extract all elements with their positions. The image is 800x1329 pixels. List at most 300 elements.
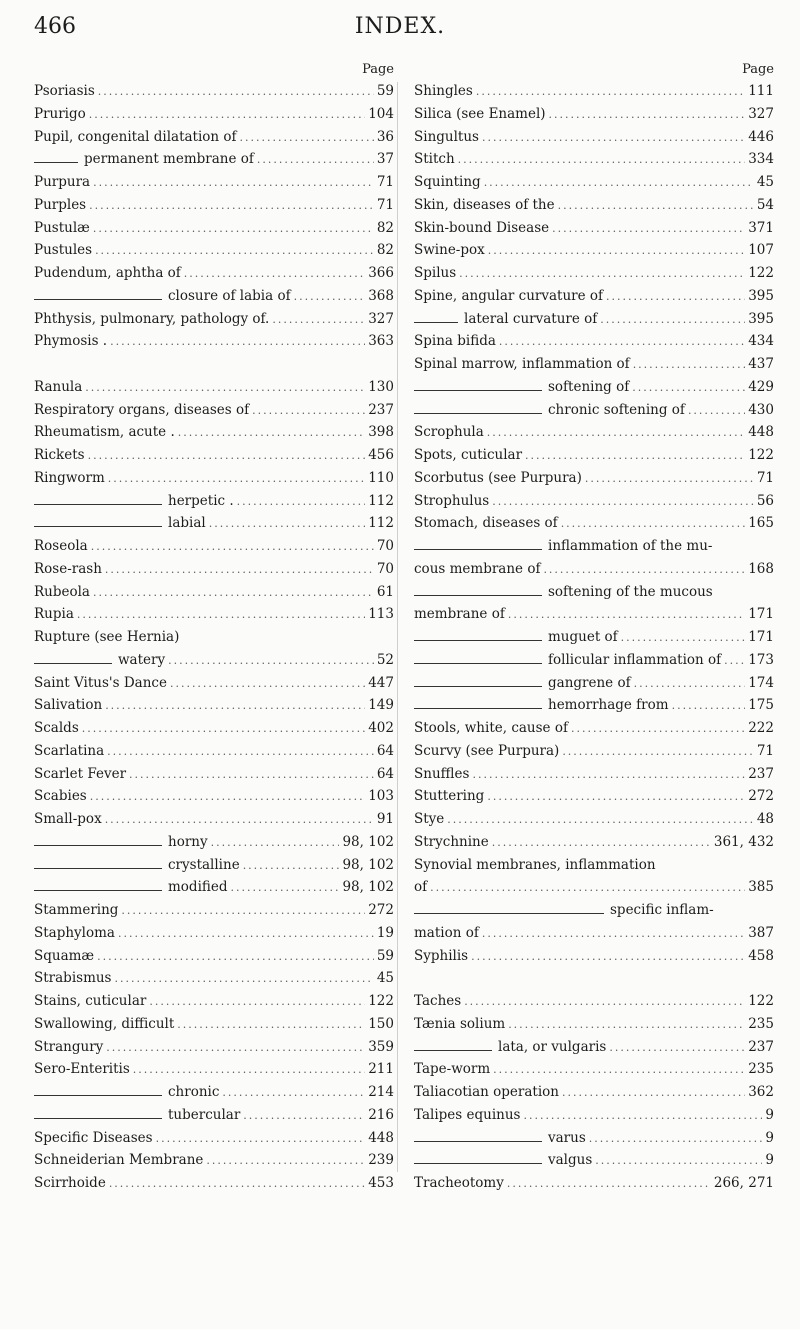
index-entry: [34, 126, 394, 149]
entry-page: 446: [748, 128, 774, 145]
entry-page: 71: [376, 174, 394, 190]
index-entry: [34, 808, 394, 831]
entry-page: 174: [748, 674, 774, 691]
index-entry: [34, 740, 394, 763]
index-entry: [414, 1172, 774, 1195]
entry-text: Roseola: [34, 538, 88, 554]
leader-dots: [525, 445, 745, 467]
entry-page: 64: [376, 742, 394, 759]
entry-term: [168, 831, 208, 854]
entry-text: closure of labia of: [168, 287, 291, 304]
entry-term: [414, 603, 505, 626]
ditto-dash: [34, 299, 162, 300]
left-page-label: Page: [362, 62, 394, 77]
entry-text: Rubeola: [34, 583, 90, 600]
entry-text: Strychnine: [414, 833, 489, 850]
leader-dots: [209, 513, 366, 535]
entry-page: 173: [748, 651, 774, 668]
entry-term: [34, 763, 126, 786]
leader-dots: [93, 582, 374, 604]
entry-page: 272: [368, 902, 394, 918]
entry-term: [548, 649, 721, 672]
left-column: [34, 60, 394, 1195]
entry-term: [168, 1104, 240, 1127]
entry-text: Rupture (see Hernia): [34, 629, 180, 645]
entry-text: varus: [548, 1129, 586, 1146]
entry-text: Strophulus: [414, 492, 490, 509]
index-entry: [414, 1127, 774, 1150]
index-entry: [34, 535, 394, 558]
entry-text: Prurigo: [34, 105, 86, 122]
entry-page: 9: [765, 1152, 774, 1169]
entry-text: Tracheotomy: [414, 1175, 504, 1191]
leader-dots: [552, 218, 745, 240]
entry-term: [548, 399, 685, 422]
entry-page: 59: [376, 83, 394, 99]
leader-dots: [257, 149, 374, 171]
leader-dots: [168, 650, 374, 672]
entry-term: [414, 876, 427, 899]
entry-page: 214: [368, 1084, 394, 1100]
entry-text: Pustulæ: [34, 219, 90, 236]
entry-page: 447: [368, 674, 394, 691]
entry-text: Strangury: [34, 1038, 104, 1055]
index-entry: [34, 376, 394, 399]
leader-dots: [672, 695, 746, 717]
entry-page: 395: [748, 287, 774, 304]
entry-text: Scalds: [34, 720, 79, 736]
entry-page: 9: [765, 1106, 774, 1123]
leader-dots: [88, 445, 366, 467]
entry-term: [414, 171, 481, 194]
leader-dots: [600, 309, 745, 331]
entry-page: 175: [748, 697, 774, 714]
leader-dots: [493, 1059, 745, 1081]
leader-dots: [105, 809, 374, 831]
index-entry: [34, 148, 394, 171]
leader-dots: [105, 695, 365, 717]
leader-dots: [585, 468, 754, 490]
leader-dots: [633, 354, 746, 376]
entry-term: [168, 1081, 219, 1104]
entry-term: [34, 717, 79, 740]
ditto-dash: [34, 1095, 162, 1096]
entry-text: softening of: [548, 378, 630, 395]
entry-term: [548, 1127, 586, 1150]
entry-text: Scrophula: [414, 424, 484, 441]
leader-dots: [688, 400, 745, 422]
leader-dots: [492, 491, 754, 513]
index-entry: [414, 785, 774, 808]
entry-text: Rose-rash: [34, 560, 102, 577]
entry-page: 112: [368, 515, 394, 532]
index-entry: [414, 308, 774, 331]
entry-term: [34, 308, 269, 331]
index-entry: [34, 1127, 394, 1150]
ditto-dash: [414, 1050, 492, 1051]
ditto-dash: [414, 549, 542, 550]
index-entry: [414, 126, 774, 149]
entry-term: [34, 626, 179, 649]
entry-text: chronic: [168, 1084, 220, 1100]
entry-page: 110: [368, 469, 394, 486]
entry-text: Talipes equinus: [414, 1106, 521, 1123]
index-entry: [414, 1104, 774, 1127]
leader-dots: [129, 764, 374, 786]
entry-page: 98, 102: [342, 879, 394, 896]
index-entry: [414, 717, 774, 740]
leader-dots: [632, 377, 745, 399]
entry-term: [414, 217, 549, 240]
leader-dots: [430, 877, 745, 899]
entry-term: [548, 1149, 592, 1172]
entry-page: 430: [748, 401, 774, 418]
index-entry: [414, 967, 774, 990]
index-entry: [414, 899, 774, 922]
index-entry: [34, 1081, 394, 1104]
index-entry: [414, 399, 774, 422]
entry-term: [34, 239, 92, 262]
leader-dots: [95, 240, 374, 262]
index-entry: [34, 239, 394, 262]
index-entry: [34, 490, 394, 513]
index-entry: [34, 603, 394, 626]
leader-dots: [243, 855, 340, 877]
index-entry: [414, 353, 774, 376]
ditto-dash: [414, 663, 542, 664]
index-entry: [414, 512, 774, 535]
entry-text: hemorrhage from: [548, 697, 669, 714]
entry-term: [414, 80, 473, 103]
entry-term: [34, 171, 90, 194]
entry-page: 61: [376, 583, 394, 600]
leader-dots: [156, 1128, 366, 1150]
entry-text: Scirrhoide: [34, 1175, 106, 1191]
index-entry: [414, 80, 774, 103]
index-entry: [34, 80, 394, 103]
index-entry: [34, 785, 394, 808]
leader-dots: [93, 218, 374, 240]
index-entry: [34, 444, 394, 467]
entry-text: Snuffles: [414, 765, 470, 782]
index-entry: [414, 376, 774, 399]
entry-term: [34, 785, 87, 808]
entry-text: Swallowing, difficult: [34, 1015, 175, 1032]
entry-term: [34, 1172, 106, 1195]
index-entry: [34, 353, 394, 376]
entry-page: 456: [368, 447, 394, 463]
ditto-dash: [34, 890, 162, 891]
entry-term: [34, 262, 181, 285]
entry-term: [168, 854, 240, 877]
index-entry: [34, 171, 394, 194]
entry-text: watery: [118, 651, 166, 668]
entry-page: 111: [748, 83, 774, 99]
index-entry: [34, 763, 394, 786]
index-entry: [34, 421, 394, 444]
entry-text: Rupia: [34, 606, 74, 623]
index-entry: [34, 876, 394, 899]
index-entry: [414, 694, 774, 717]
entry-term: [34, 740, 104, 763]
right-page-label: Page: [742, 62, 774, 77]
index-entry: [34, 217, 394, 240]
entry-text: Pudendum, aphtha of: [34, 265, 181, 281]
leader-dots: [237, 491, 366, 513]
entry-page: 395: [748, 310, 774, 327]
entry-term: [548, 626, 618, 649]
entry-term: [118, 649, 165, 672]
index-entry: [414, 1149, 774, 1172]
entry-text: Stains, cuticular: [34, 993, 147, 1009]
leader-dots: [170, 673, 365, 695]
entry-page: 64: [376, 765, 394, 782]
index-entry: [34, 103, 394, 126]
index-entry: [414, 444, 774, 467]
ditto-dash: [414, 322, 458, 323]
index-entry: [34, 1036, 394, 1059]
leader-dots: [634, 673, 746, 695]
page-number: 466: [34, 14, 76, 39]
entry-text: Psoriasis: [34, 83, 95, 99]
leader-dots: [488, 240, 745, 262]
entry-term: [414, 330, 496, 353]
entry-page: 48: [756, 811, 774, 827]
entry-page: 122: [748, 447, 774, 463]
entry-text: inflammation of the mu-: [548, 538, 713, 554]
entry-term: [414, 353, 630, 376]
entry-page: 434: [748, 333, 774, 350]
entry-term: [548, 672, 631, 695]
ditto-dash: [34, 663, 112, 664]
entry-page: 366: [368, 265, 394, 281]
leader-dots: [110, 331, 365, 353]
entry-text: Stomach, diseases of: [414, 515, 558, 532]
entry-term: [168, 285, 291, 308]
index-entry: [414, 603, 774, 626]
leader-dots: [118, 923, 374, 945]
entry-text: Salivation: [34, 697, 103, 714]
index-entry: [34, 512, 394, 535]
entry-text: membrane of: [414, 606, 505, 623]
index-entry: [414, 854, 774, 877]
index-entry: [414, 239, 774, 262]
leader-dots: [508, 604, 745, 626]
entry-text: Stammering: [34, 902, 119, 918]
index-entry: [414, 558, 774, 581]
index-entry: [414, 740, 774, 763]
entry-term: [34, 967, 112, 990]
leader-dots: [589, 1128, 763, 1150]
leader-dots: [107, 741, 374, 763]
entry-page: 19: [376, 924, 394, 941]
ditto-dash: [414, 640, 542, 641]
entry-text: mation of: [414, 924, 479, 941]
entry-term: [414, 421, 484, 444]
entry-page: 122: [748, 993, 774, 1009]
entry-text: Tape-worm: [414, 1061, 491, 1078]
right-entry-list: [414, 80, 774, 1195]
leader-dots: [97, 946, 374, 968]
entry-page: 71: [756, 742, 774, 759]
leader-dots: [206, 1150, 365, 1172]
leader-dots: [98, 81, 374, 103]
leader-dots: [89, 104, 365, 126]
ditto-dash: [34, 868, 162, 869]
index-entry: [34, 285, 394, 308]
entry-page: 71: [756, 469, 774, 486]
index-entry: [414, 1081, 774, 1104]
entry-text: muguet of: [548, 629, 618, 645]
index-entry: [34, 1149, 394, 1172]
entry-term: [414, 239, 485, 262]
entry-page: 45: [376, 970, 394, 987]
leader-dots: [508, 1014, 745, 1036]
ditto-dash: [34, 526, 162, 527]
column-divider: [397, 82, 398, 1172]
index-entry: [34, 308, 394, 331]
entry-page: 168: [748, 560, 774, 577]
leader-dots: [294, 286, 366, 308]
index-entry: [414, 285, 774, 308]
entry-term: [414, 1172, 504, 1195]
index-entry: [414, 194, 774, 217]
entry-page: 70: [376, 560, 394, 577]
entry-page: 37: [376, 151, 394, 168]
index-entry: [34, 899, 394, 922]
entry-term: [414, 126, 479, 149]
index-entry: [414, 626, 774, 649]
entry-text: Scabies: [34, 788, 87, 805]
entry-term: [414, 990, 461, 1013]
entry-text: Purples: [34, 196, 87, 213]
index-entry: [414, 1036, 774, 1059]
entry-text: Stitch: [414, 151, 455, 168]
entry-page: 237: [368, 401, 394, 418]
entry-term: [548, 581, 713, 604]
entry-text: Scarlet Fever: [34, 765, 127, 782]
entry-page: 104: [368, 105, 394, 122]
index-entry: [34, 854, 394, 877]
leader-dots: [447, 809, 754, 831]
leader-dots: [523, 1105, 762, 1127]
entry-page: 98, 102: [342, 833, 394, 850]
entry-text: Spina bifida: [414, 333, 496, 350]
entry-page: 327: [368, 310, 394, 327]
entry-page: 266, 271: [713, 1175, 774, 1191]
entry-term: [414, 808, 444, 831]
leader-dots: [106, 1037, 365, 1059]
leader-dots: [82, 718, 365, 740]
leader-dots: [484, 172, 754, 194]
entry-page: 82: [376, 242, 394, 259]
entry-term: [548, 376, 629, 399]
entry-text: Squamæ: [34, 947, 95, 964]
leader-dots: [149, 991, 365, 1013]
ditto-dash: [414, 413, 542, 414]
entry-text: Sero-Enteritis: [34, 1061, 130, 1078]
index-entry: [414, 535, 774, 558]
entry-term: [414, 717, 568, 740]
leader-dots: [507, 1173, 711, 1195]
entry-page: 149: [368, 697, 394, 714]
entry-page: 82: [376, 219, 394, 236]
entry-text: Spots, cuticular: [414, 447, 523, 463]
entry-page: 98, 102: [342, 856, 394, 873]
leader-dots: [178, 422, 365, 444]
entry-page: 91: [376, 811, 394, 827]
entry-text: Taches: [414, 993, 462, 1009]
entry-text: Stools, white, cause of: [414, 720, 568, 736]
index-entry: [414, 763, 774, 786]
entry-page: 122: [748, 265, 774, 281]
leader-dots: [724, 650, 745, 672]
entry-term: [34, 194, 86, 217]
index-entry: [414, 467, 774, 490]
entry-page: 368: [368, 287, 394, 304]
entry-text: lateral curvature of: [464, 310, 598, 327]
entry-page: 371: [748, 219, 774, 236]
entry-term: [414, 1013, 505, 1036]
index-entry: [34, 945, 394, 968]
entry-page: 70: [376, 538, 394, 554]
entry-term: [34, 80, 95, 103]
leader-dots: [487, 422, 745, 444]
index-entry: [34, 1013, 394, 1036]
entry-term: [414, 558, 540, 581]
index-entry: [34, 831, 394, 854]
index-entry: [414, 649, 774, 672]
leader-dots: [184, 263, 365, 285]
entry-text: labial: [168, 515, 206, 532]
entry-page: 359: [368, 1038, 394, 1055]
entry-term: [34, 558, 102, 581]
ditto-dash: [414, 1141, 542, 1142]
leader-dots: [211, 832, 340, 854]
entry-text: chronic softening of: [548, 401, 685, 418]
entry-term: [34, 376, 82, 399]
leader-dots: [121, 900, 365, 922]
entry-text: Phthysis, pulmonary, pathology of.: [34, 310, 270, 327]
entry-page: 222: [748, 720, 774, 736]
entry-term: [414, 922, 479, 945]
entry-term: [34, 421, 175, 444]
entry-page: 448: [748, 424, 774, 441]
entry-term: [610, 899, 714, 922]
entry-text: cous membrane of: [414, 560, 541, 577]
entry-text: Purpura: [34, 174, 91, 190]
entry-text: Spine, angular curvature of: [414, 287, 604, 304]
leader-dots: [231, 877, 340, 899]
entry-term: [498, 1036, 606, 1059]
leader-dots: [487, 786, 745, 808]
index-entry: [34, 1172, 394, 1195]
index-entry: [414, 148, 774, 171]
leader-dots: [133, 1059, 365, 1081]
leader-dots: [609, 1037, 745, 1059]
entry-page: 36: [376, 128, 394, 145]
entry-text: Ranula: [34, 378, 83, 395]
entry-term: [548, 694, 669, 717]
entry-page: 56: [756, 492, 774, 509]
entry-term: [414, 148, 455, 171]
ditto-dash: [34, 845, 162, 846]
entry-text: Saint Vitus's Dance: [34, 674, 167, 691]
entry-term: [34, 1058, 130, 1081]
entry-term: [34, 581, 90, 604]
index-entry: [34, 1058, 394, 1081]
index-entry: [34, 581, 394, 604]
